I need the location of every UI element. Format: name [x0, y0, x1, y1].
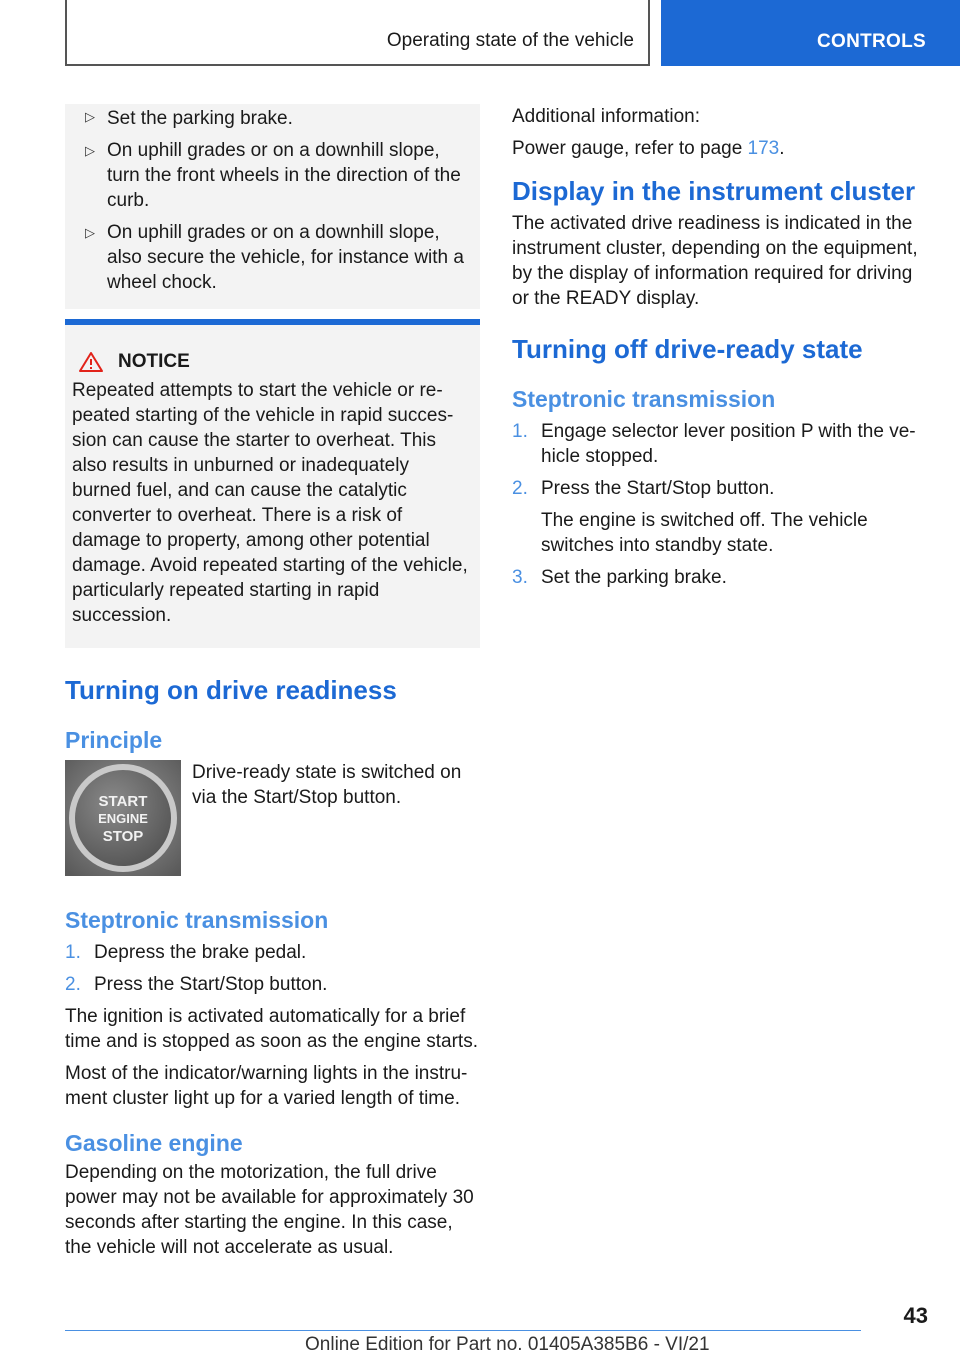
- heading-turn-off: Turning off drive-ready state: [512, 334, 863, 364]
- header-section-tab: [661, 0, 960, 66]
- power-gauge-text: Power gauge, refer to page: [512, 138, 748, 159]
- bullet-text: On uphill grades or on a downhill slope, turn the front wheels in the direction of the curb.: [107, 140, 461, 211]
- step-text: Set the parking brake.: [541, 567, 727, 588]
- step-number: 3.: [512, 567, 528, 588]
- step-number: 1.: [512, 421, 528, 442]
- edition-text: Online Edition for Part no. 01405A385B6 - VI/21: [305, 1334, 710, 1355]
- ignition-paragraph: The ignition is activated automatically for a brief time and is stopped as soon as the engine starts.: [65, 1006, 478, 1052]
- chapter-title: Operating state of the vehicle: [386, 30, 634, 51]
- step-item: [512, 565, 932, 590]
- power-gauge-suffix: .: [779, 138, 785, 159]
- step-item: [65, 940, 480, 965]
- step-subtext: The engine is switched off. The vehicle switches into standby state.: [541, 510, 868, 556]
- button-label-engine: ENGINE: [98, 811, 148, 826]
- bullet-text: On uphill grades or on a downhill slope, also secure the vehicle, for instance with a wheel chock.: [107, 222, 464, 293]
- heading-drive-readiness: Turning on drive readiness: [65, 675, 397, 705]
- triangle-bullet-icon: ▷: [85, 225, 95, 240]
- principle-row: [65, 760, 480, 876]
- step-text: Press the Start/Stop button.: [541, 478, 775, 499]
- step-item: [512, 476, 932, 558]
- step-number: 2.: [512, 478, 528, 499]
- heading-principle: Principle: [65, 727, 163, 753]
- heading-steptronic-off: Steptronic transmission: [512, 386, 776, 412]
- heading-steptronic-on: Steptronic transmission: [65, 907, 329, 933]
- gasoline-paragraph: Depending on the motorization, the full drive power may not be available for approximately 30 seconds after starting the engine. In this case, the vehicle will not accelerate as usual.: [65, 1162, 474, 1258]
- step-text: Engage selector lever position P with the ve-hicle stopped.: [541, 421, 916, 467]
- step-item: [65, 972, 480, 997]
- step-text: Press the Start/Stop button.: [94, 974, 328, 995]
- bullet-item: [85, 104, 470, 131]
- button-label-stop: STOP: [102, 828, 144, 845]
- additional-info-label: Additional information:: [512, 106, 700, 127]
- section-title: CONTROLS: [816, 31, 926, 52]
- principle-text: Drive-ready state is switched on via the Start/Stop button.: [192, 762, 462, 808]
- parking-bullets-box: [65, 104, 480, 309]
- step-text: Depress the brake pedal.: [94, 942, 307, 963]
- triangle-bullet-icon: ▷: [85, 109, 95, 124]
- bullet-item: [85, 220, 470, 295]
- left-column: [65, 104, 480, 1260]
- footer-divider: [65, 1330, 861, 1331]
- power-gauge-reference: [512, 136, 932, 161]
- heading-display-cluster: Display in the instrument cluster: [512, 176, 916, 206]
- notice-text: Repeated attempts to start the vehicle or re-peated starting of the vehicle in rapid succes-sion can cause the starter to overheat. This also results in unburned or inadequately burned fuel, and can cause the catalytic converter to overheat. There is a risk of damage to property, among other potential damage. Avoid repeated starting of the vehicle, particularly repeated starting in rapid succession.: [72, 380, 468, 626]
- bullet-item: [85, 138, 470, 213]
- header-chapter-box: [65, 0, 650, 66]
- button-label-start: START: [98, 793, 148, 810]
- triangle-bullet-icon: ▷: [85, 143, 95, 158]
- bullet-text: Set the parking brake.: [107, 108, 293, 129]
- heading-gasoline: Gasoline engine: [65, 1130, 243, 1156]
- step-item: [512, 419, 932, 469]
- page-number: 43: [903, 1303, 928, 1328]
- notice-header: [72, 349, 472, 374]
- page-link[interactable]: 173: [747, 138, 780, 159]
- display-paragraph: The activated drive readiness is indicated in the instrument cluster, depending on the equipment, by the display of information required for driving or the READY display.: [512, 213, 918, 309]
- step-number: 2.: [65, 974, 81, 995]
- right-column: [512, 104, 932, 597]
- start-engine-button-image: [65, 760, 181, 876]
- warning-triangle-icon: [78, 351, 104, 373]
- warning-lights-paragraph: Most of the indicator/warning lights in the instru-ment cluster light up for a varied length of time.: [65, 1063, 468, 1109]
- notice-box: [65, 319, 480, 648]
- notice-title: NOTICE: [118, 351, 190, 372]
- step-number: 1.: [65, 942, 81, 963]
